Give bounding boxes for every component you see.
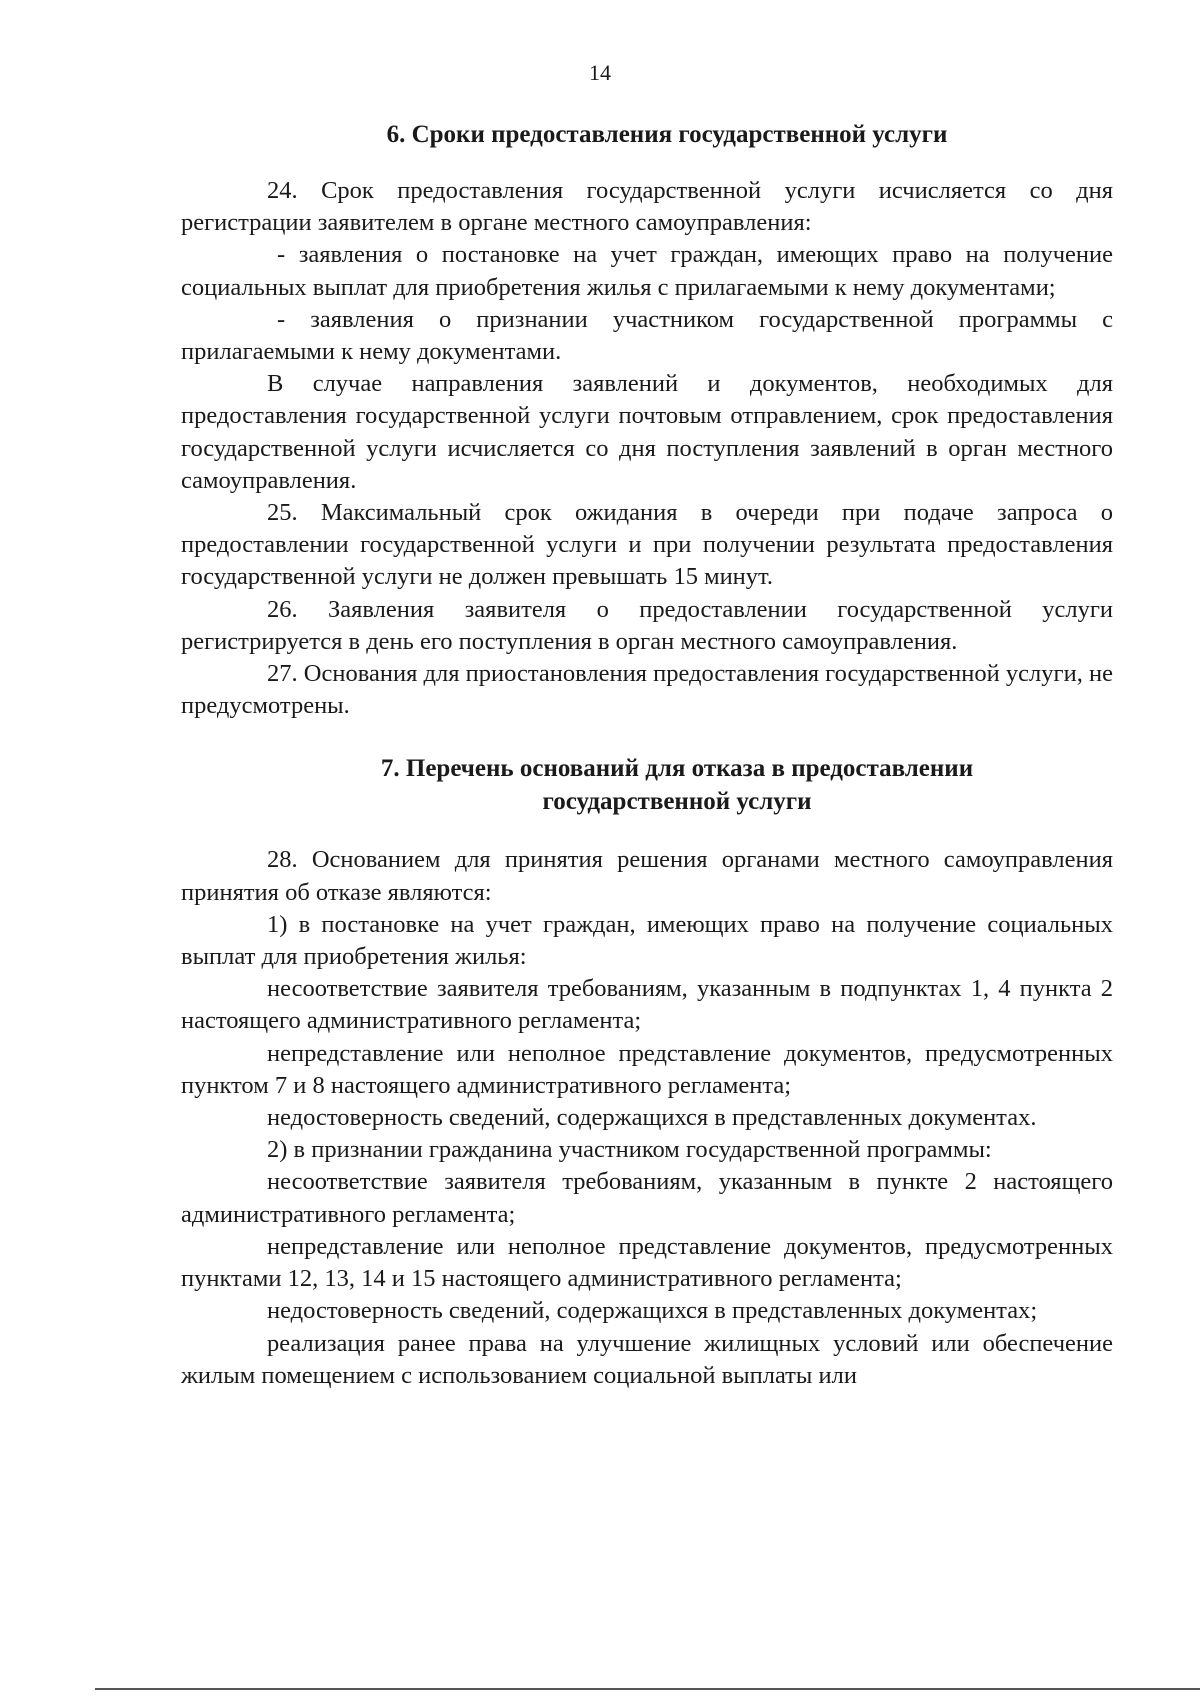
section-7-heading-line-2: государственной услуги: [542, 788, 812, 816]
paragraph-27: 27. Основания для приостановления предоставления государственной услуги, не предусмотрены.: [181, 660, 1113, 720]
paragraph-28-item-1: 1) в постановке на учет граждан, имеющих право на получение социальных выплат для приобретения жилья:: [181, 910, 1113, 971]
paragraph-28: 28. Основанием для принятия решения органами местного самоуправления принятия об отказе являются:: [181, 846, 1113, 906]
paragraph-28-item-1-reason-3: недостоверность сведений, содержащихся в представленных документах.: [267, 1104, 1037, 1132]
section-7-heading-line-1: 7. Перечень оснований для отказа в предоставлении: [380, 755, 974, 783]
paragraph-28-item-1-reason-1: несоответствие заявителя требованиям, указанным в подпунктах 1, 4 пункта 2 настоящего административного регламента;: [181, 975, 1113, 1035]
paragraph-24: 24. Срок предоставления государственной услуги исчисляется со дня регистрации заявителем в органе местного самоуправления:: [181, 177, 1113, 237]
page-number: 14: [589, 60, 611, 85]
bottom-scan-edge-line: [95, 1688, 1200, 1690]
paragraph-28-item-1-reason-2: непредставление или неполное представление документов, предусмотренных пунктом 7 и 8 настоящего административного регламента;: [181, 1039, 1113, 1099]
paragraph-28-item-2-reason-1: несоответствие заявителя требованиям, указанным в пункте 2 настоящего административного регламента;: [181, 1168, 1113, 1228]
paragraph-28-item-2-reason-2: непредставление или неполное представление документов, предусмотренных пунктами 12, 13, 14 и 15 настоящего административного регламента;: [181, 1232, 1113, 1293]
paragraph-26: 26. Заявления заявителя о предоставлении государственной услуги регистрируется в день его поступления в орган местного самоуправления.: [181, 595, 1113, 655]
paragraph-28-item-2: 2) в признании гражданина участником государственной программы:: [267, 1136, 992, 1164]
section-6-heading: 6. Сроки предоставления государственной услуги: [386, 121, 948, 148]
document-body: [181, 118, 1113, 1392]
paragraph-28-item-2-reason-4: реализация ранее права на улучшение жилищных условий или обеспечение жилым помещением с использованием социальной выплаты или: [181, 1329, 1113, 1389]
list-item-application-program: - заявления о признании участником государственной программы с прилагаемыми к нему документами.: [181, 305, 1113, 366]
section-7-heading: [181, 752, 1113, 818]
paragraph-25: 25. Максимальный срок ожидания в очереди при подаче запроса о предоставлении государственной услуги и при получении результата предоставления государственной услуги не должен превышать 15 минут.: [181, 499, 1113, 591]
list-item-application-registration: - заявления о постановке на учет граждан, имеющих право на получение социальных выплат для приобретения жилья с прилагаемыми к нему документами;: [181, 241, 1113, 301]
paragraph-28-item-2-reason-3: недостоверность сведений, содержащихся в представленных документах;: [267, 1297, 1038, 1325]
paragraph-postal-delivery: В случае направления заявлений и документов, необходимых для предоставления государственной услуги почтовым отправлением, срок предоставления государственной услуги исчисляется со дня поступления заявлений в орган местного самоуправления.: [181, 370, 1113, 494]
